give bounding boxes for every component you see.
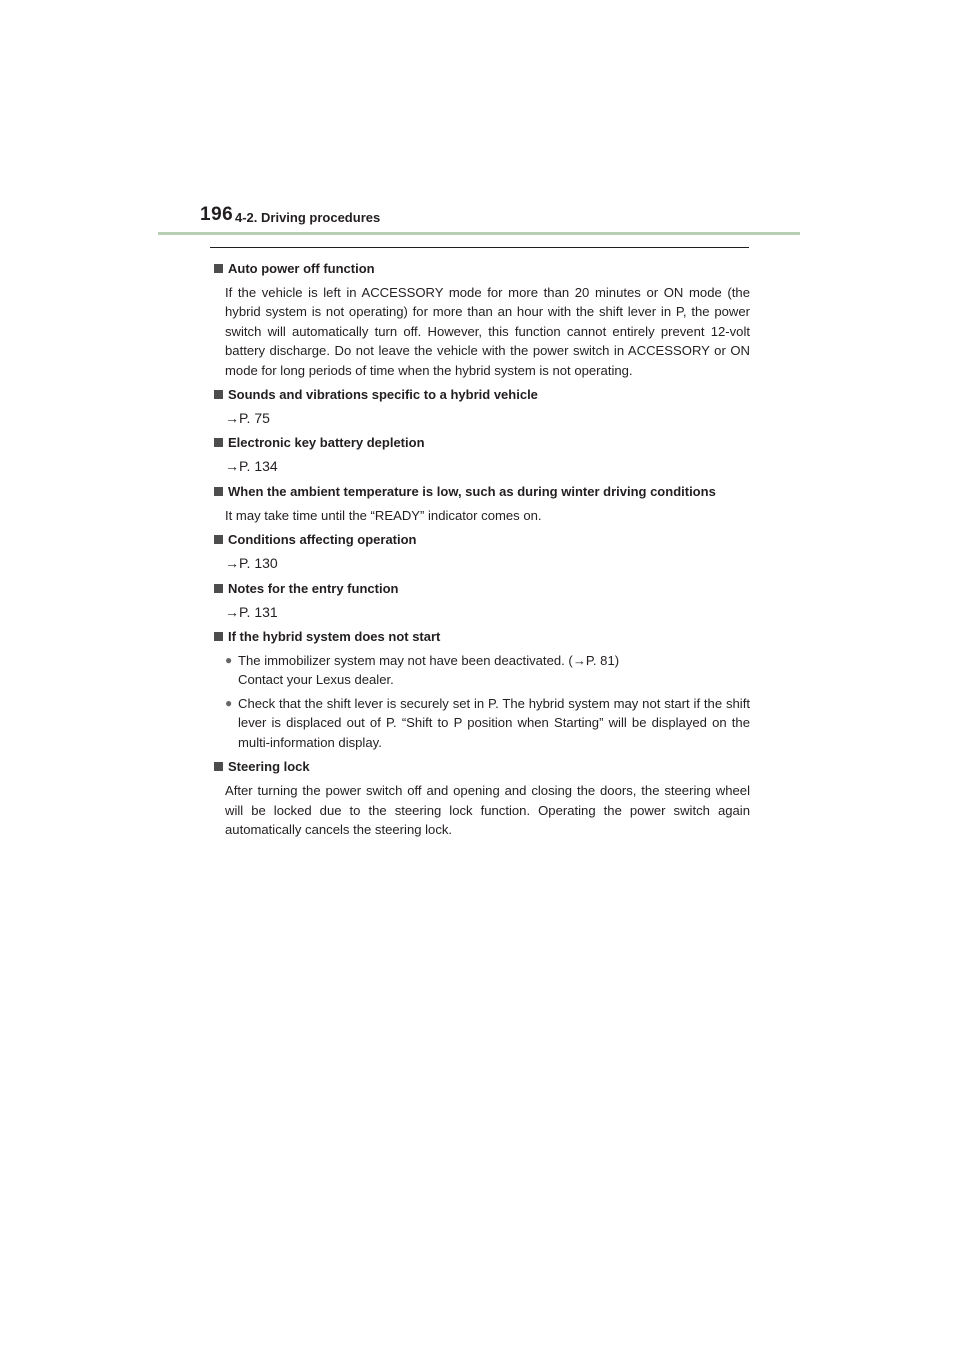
square-bullet-icon xyxy=(214,438,223,447)
square-bullet-icon xyxy=(214,632,223,641)
section-heading: Conditions affecting operation xyxy=(210,530,750,550)
circle-bullet-icon: ● xyxy=(225,653,233,668)
section-entry-function xyxy=(210,579,750,622)
section-key-battery xyxy=(210,433,750,476)
list-item: ● The immobilizer system may not have been deactivated. (→P. 81) Contact your Lexus dealer. xyxy=(210,651,750,690)
square-bullet-icon xyxy=(214,264,223,273)
square-bullet-icon xyxy=(214,487,223,496)
list-item: ● Check that the shift lever is securely set in P. The hybrid system may not start if the shift lever is displaced out of P. “Shift to P position when Starting” will be displayed on the multi-information display. xyxy=(210,694,750,752)
square-bullet-icon xyxy=(214,390,223,399)
section-heading: Auto power off function xyxy=(210,259,750,279)
content xyxy=(210,259,750,844)
section-sounds-vibrations xyxy=(210,385,750,428)
section-heading: Notes for the entry function xyxy=(210,579,750,599)
section-body: It may take time until the “READY” indicator comes on. xyxy=(225,507,542,523)
square-bullet-icon xyxy=(214,535,223,544)
section-title: 4-2. Driving procedures xyxy=(235,210,381,225)
page-reference-link[interactable]: →P. 130 xyxy=(225,555,278,572)
page-reference-link[interactable]: →P. 75 xyxy=(225,410,270,427)
square-bullet-icon xyxy=(214,762,223,771)
section-body: After turning the power switch off and opening and closing the doors, the steering wheel will be locked due to the steering lock function. Operating the power switch again automatically cancels the steering lock. xyxy=(225,783,750,837)
header-rule xyxy=(158,232,800,235)
page-reference-link[interactable]: →P. 134 xyxy=(225,458,278,475)
square-bullet-icon xyxy=(214,584,223,593)
section-conditions xyxy=(210,530,750,573)
section-low-temperature xyxy=(210,482,750,525)
section-heading: When the ambient temperature is low, such as during winter driving conditions xyxy=(210,482,750,502)
section-auto-power-off xyxy=(210,259,750,380)
section-hybrid-not-start xyxy=(210,627,750,752)
section-body: If the vehicle is left in ACCESSORY mode for more than 20 minutes or ON mode (the hybrid system is not operating) for more than an hour with the shift lever in P, the power switch will automatically turn off. However, this function cannot entirely prevent 12-volt battery discharge. Do not leave the vehicle with the power switch in ACCESSORY or ON mode for long periods of time when the hybrid system is not operating. xyxy=(225,285,750,378)
page-number: 196 xyxy=(200,204,234,225)
section-heading: If the hybrid system does not start xyxy=(210,627,750,647)
section-heading: Sounds and vibrations specific to a hybrid vehicle xyxy=(210,385,750,405)
page-reference-link[interactable]: →P. 131 xyxy=(225,603,278,620)
content-top-rule xyxy=(210,247,749,248)
circle-bullet-icon: ● xyxy=(225,695,233,710)
section-heading: Electronic key battery depletion xyxy=(210,433,750,453)
section-heading: Steering lock xyxy=(210,757,750,777)
page-header xyxy=(158,200,800,236)
section-steering-lock xyxy=(210,757,750,839)
